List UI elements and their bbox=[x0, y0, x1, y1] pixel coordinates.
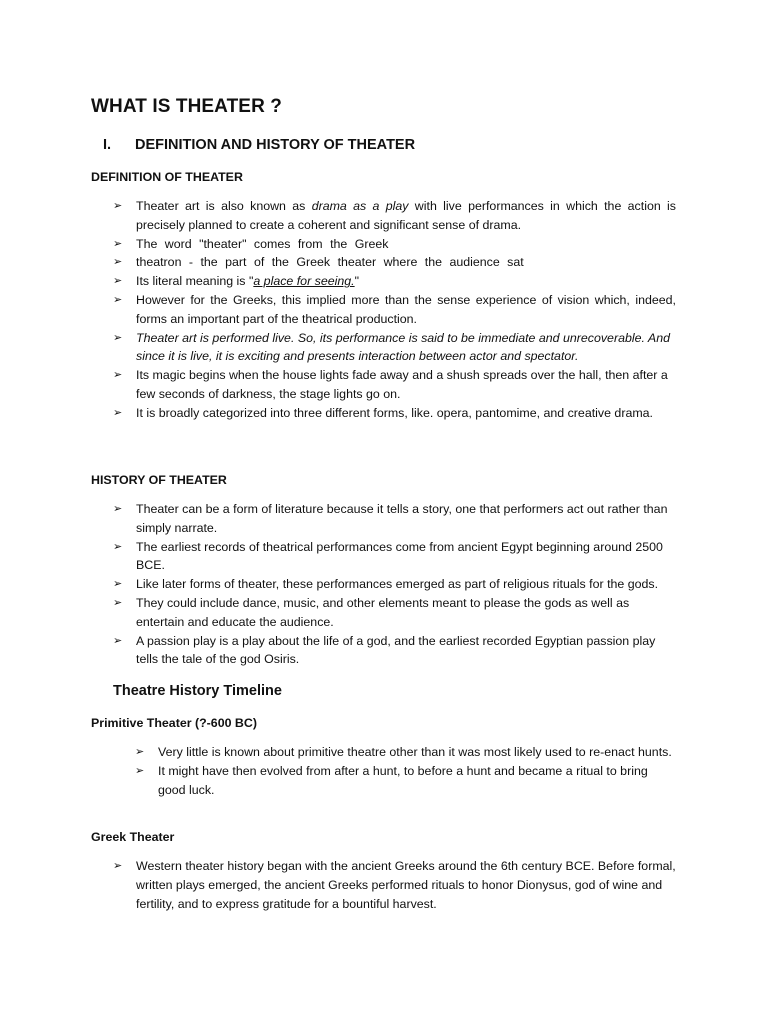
arrow-bullet-icon: ➢ bbox=[113, 860, 123, 872]
history-heading: HISTORY OF THEATER bbox=[91, 473, 227, 487]
history-list bbox=[113, 500, 676, 669]
section-heading bbox=[103, 137, 415, 153]
list-item: ➢ Theater art is also known as drama as a play with live performances in which the action is precisely planned to create a coherent and significant sense of drama. bbox=[113, 199, 677, 232]
arrow-bullet-icon: ➢ bbox=[113, 275, 123, 288]
list-item: ➢ Like later forms of theater, these performances emerged as part of religious rituals for the gods. bbox=[113, 575, 676, 594]
list-item: ➢ The word "theater" comes from the Greek bbox=[113, 235, 676, 254]
arrow-bullet-icon: ➢ bbox=[113, 596, 123, 609]
arrow-bullet-icon: ➢ bbox=[113, 331, 123, 344]
arrow-bullet-icon: ➢ bbox=[113, 256, 123, 269]
list-item: ➢ Western theater history began with the ancient Greeks around the 6th century BCE. Before formal, written plays emerged, the ancient Greeks performed rituals to honor Dionysus, god of wine and fertility, and to express gratitude for a bountiful harvest. bbox=[113, 859, 676, 911]
list-item: ➢ Theater art is performed live. So, its performance is said to be immediate and unrecoverable. And since it is live, it is exciting and presents interaction between actor and spectator. bbox=[113, 330, 670, 364]
list-item: ➢ However for the Greeks, this implied more than the sense experience of vision which, indeed, forms an important part of the theatrical production. bbox=[113, 292, 676, 326]
list-item: ➢ theatron - the part of the Greek theater where the audience sat bbox=[113, 253, 676, 272]
list-item: ➢ It is broadly categorized into three different forms, like. opera, pantomime, and creative drama. bbox=[113, 404, 676, 423]
list-item: ➢ Theater can be a form of literature because it tells a story, one that performers act out rather than simply narrate. bbox=[113, 502, 668, 535]
emphasis-text: drama as a play bbox=[311, 199, 409, 213]
definition-list bbox=[113, 197, 676, 423]
arrow-bullet-icon: ➢ bbox=[113, 540, 123, 553]
primitive-theater-list bbox=[135, 743, 676, 799]
timeline-heading: Theatre History Timeline bbox=[113, 683, 282, 699]
section-title: DEFINITION AND HISTORY OF THEATER bbox=[135, 137, 416, 153]
underlined-phrase: a place for seeing. bbox=[253, 274, 355, 289]
arrow-bullet-icon: ➢ bbox=[113, 200, 123, 212]
greek-theater-list bbox=[113, 857, 676, 913]
primitive-theater-heading: Primitive Theater (?-600 BC) bbox=[91, 716, 257, 730]
arrow-bullet-icon: ➢ bbox=[113, 578, 123, 591]
list-item: ➢ Very little is known about primitive theatre other than it was most likely used to re-enact hunts. bbox=[135, 743, 676, 762]
document-title: WHAT IS THEATER ? bbox=[91, 96, 282, 117]
list-item: ➢ Its literal meaning is "a place for seeing." bbox=[113, 272, 676, 291]
list-item: ➢ Its magic begins when the house lights fade away and a shush spreads over the hall, then after a few seconds of darkness, the stage lights go on. bbox=[113, 368, 668, 401]
list-item: ➢ A passion play is a play about the life of a god, and the earliest recorded Egyptian passion play tells the tale of the god Osiris. bbox=[113, 633, 656, 667]
arrow-bullet-icon: ➢ bbox=[135, 746, 145, 758]
list-item: ➢ They could include dance, music, and other elements meant to please the gods as well as entertain and educate the audience. bbox=[113, 595, 630, 629]
arrow-bullet-icon: ➢ bbox=[113, 369, 123, 382]
greek-theater-heading: Greek Theater bbox=[91, 830, 175, 844]
arrow-bullet-icon: ➢ bbox=[113, 293, 123, 306]
arrow-bullet-icon: ➢ bbox=[113, 406, 123, 419]
arrow-bullet-icon: ➢ bbox=[113, 634, 123, 647]
list-item: ➢ It might have then evolved from after a hunt, to before a hunt and became a ritual to bring good luck. bbox=[135, 763, 648, 797]
arrow-bullet-icon: ➢ bbox=[113, 503, 123, 515]
section-number: I. bbox=[103, 137, 112, 153]
arrow-bullet-icon: ➢ bbox=[113, 237, 123, 250]
arrow-bullet-icon: ➢ bbox=[135, 764, 145, 777]
list-item: ➢ The earliest records of theatrical performances come from ancient Egypt beginning around 2500 BCE. bbox=[113, 539, 663, 573]
definition-heading: DEFINITION OF THEATER bbox=[91, 170, 243, 184]
